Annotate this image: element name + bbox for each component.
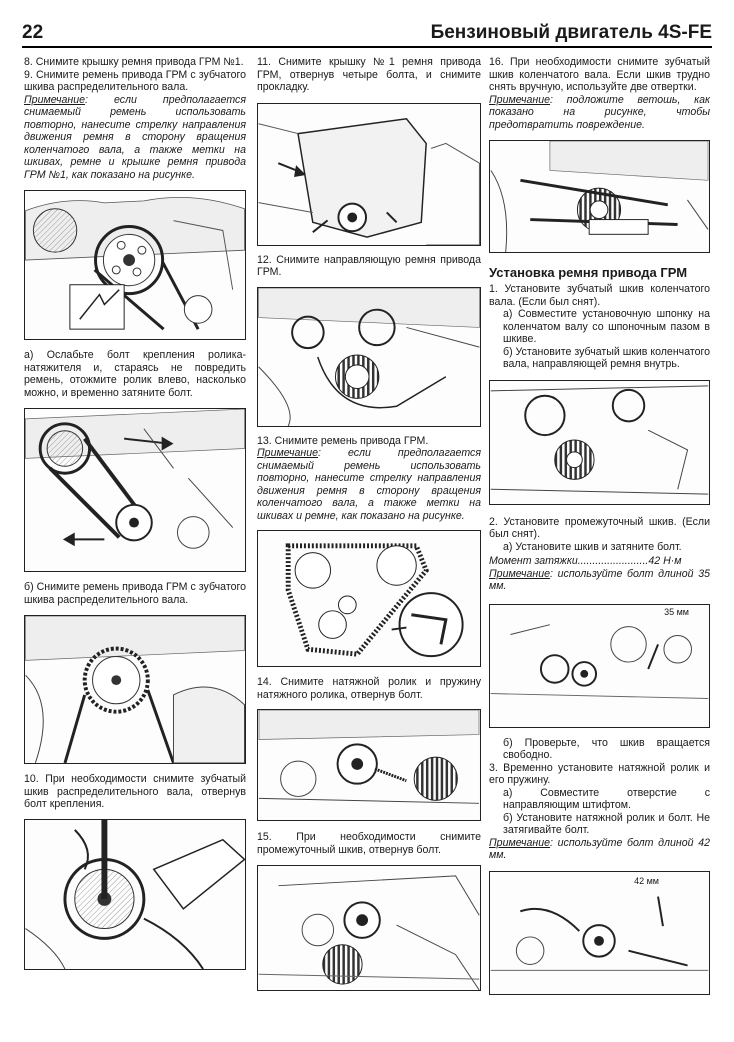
step-11: 11. Снимите крышку №1 ремня привода ГРМ, отвернув четыре болта, и снимите прокладку. — [257, 56, 481, 93]
column-left — [24, 56, 246, 970]
install-step-3b: б) Установите натяжной ролик и болт. Не затягивайте болт. — [503, 811, 710, 836]
figure-belt-guide — [257, 287, 481, 427]
step-14: 14. Снимите натяжной ролик и пружину натяжного ролика, отвернув болт. — [257, 676, 481, 701]
column-right — [489, 56, 710, 995]
step-9b: б) Снимите ремень привода ГРМ с зубчатого шкива распределительного вала. — [24, 581, 246, 606]
step-13: 13. Снимите ремень привода ГРМ. — [257, 434, 429, 447]
step-12: 12. Снимите направляющую ремня привода ГРМ. — [257, 253, 481, 278]
install-step-1b: б) Установите зубчатый шкив коленчатого вала, направляющей ремня внутрь. — [503, 345, 710, 370]
figure-camshaft-pulley — [24, 819, 246, 970]
step-16: 16. При необходимости снимите зубчатый шкив коленчатого вала. Если шкив трудно снять вручную, используйте две отвертки. — [489, 56, 710, 93]
column-middle — [257, 56, 481, 991]
note-16: Примечание: подложите ветошь, как показано на рисунке, чтобы предотвратить повреждение. — [489, 93, 710, 131]
note-3: Примечание: используйте болт длиной 42 мм. — [489, 836, 710, 861]
figure-idler-install — [489, 604, 710, 728]
note-9: Примечание: если предполагается снимаемый ремень использовать повторно, нанесите стрелку направления движения ремня в сторону вращения коленчатого вала, а также метки на шкивах, ремне и крышке ремня привода ГРМ №1, как показано на рисунке. — [24, 93, 246, 181]
page-number: 22 — [22, 22, 44, 43]
page-header — [22, 22, 712, 48]
page-title: Бензиновый двигатель 4S-FE — [430, 22, 712, 43]
figure-loosen-tensioner — [24, 408, 246, 572]
note-label: Примечание — [489, 93, 551, 106]
figure-belt-direction — [257, 530, 481, 667]
install-step-1a: а) Совместите установочную шпонку на коленчатом валу со шпоночным пазом в шкиве. — [503, 308, 710, 345]
figure-tensioner-install — [489, 871, 710, 995]
step-8: 8. Снимите крышку ремня привода ГРМ №1. — [24, 56, 244, 68]
section-title: Установка ремня привода ГРМ — [489, 265, 688, 280]
note-label: Примечание — [489, 567, 551, 580]
install-step-3a: а) Совместите отверстие с направляющим штифтом. — [503, 786, 710, 811]
bolt-length-label-35: 35 мм — [664, 606, 689, 617]
install-step-3: 3. Временно установите натяжной ролик и его пружину. — [489, 761, 710, 786]
step-10: 10. При необходимости снимите зубчатый шкив распределительного вала, отвернув болт крепления. — [24, 773, 246, 810]
figure-remove-belt — [24, 615, 246, 764]
step-15: 15. При необходимости снимите промежуточный шкив, отвернув болт. — [257, 831, 481, 856]
install-step-1: 1. Установите зубчатый шкив коленчатого вала. (Если был снят). — [489, 283, 710, 308]
note-label: Примечание — [24, 93, 86, 106]
figure-crankshaft-pulley-install — [489, 380, 710, 505]
note-label: Примечание — [489, 836, 551, 849]
bolt-length-label-42: 42 мм — [634, 875, 659, 886]
figure-timing-belt-marks — [24, 190, 246, 340]
note-label: Примечание — [257, 447, 319, 459]
install-step-2b: б) Проверьте, что шкив вращается свободно. — [503, 736, 710, 761]
figure-crankshaft-pulley-removal — [489, 140, 710, 253]
note-2: Примечание: используйте болт длиной 35 мм. — [489, 567, 710, 592]
step-9: 9. Снимите ремень привода ГРМ с зубчатого шкива распределительного вала. — [24, 68, 246, 93]
step-9a: а) Ослабьте болт крепления ролика-натяжителя и, стараясь не повредить ремень, отожмите ролик влево, насколько можно, и временно затяните болт. — [24, 349, 246, 399]
figure-idler-pulley — [257, 865, 481, 991]
figure-tensioner — [257, 709, 481, 821]
note-13: Примечание: если предполагается снимаемый ремень использовать повторно, нанесите стрелку направления движения ремня в сторону вращения коленчатого вала, а также метки на шкивах и ремне, как показано на рисунке. — [257, 447, 481, 522]
install-step-2a: а) Установите шкив и затяните болт. — [503, 540, 682, 553]
install-step-2: 2. Установите промежуточный шкив. (Если был снят). — [489, 515, 710, 540]
torque-spec: Момент затяжки........................42 Н·м — [489, 555, 682, 567]
figure-remove-cover — [257, 103, 481, 246]
